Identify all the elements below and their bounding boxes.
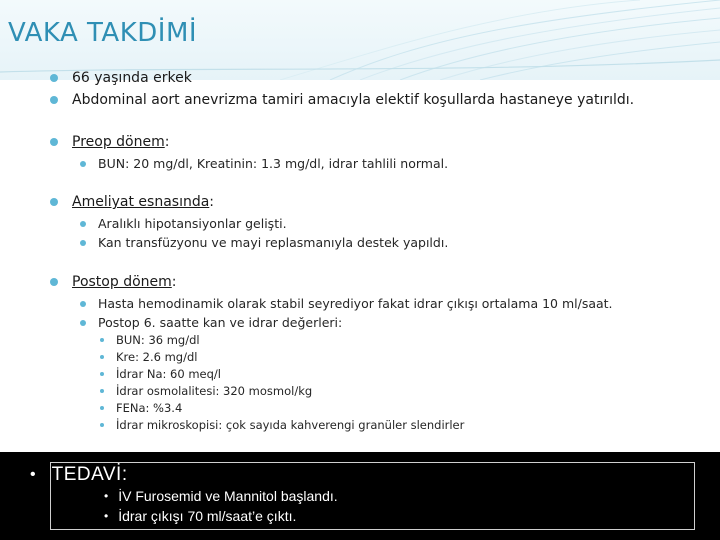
lab-value-item: İdrar osmolalitesi: 320 mosmol/kg xyxy=(100,384,312,398)
list-item: Aralıklı hipotansiyonlar gelişti. xyxy=(80,216,287,231)
bullet-icon xyxy=(50,138,58,146)
lab-value-item: BUN: 36 mg/dl xyxy=(100,333,200,347)
treatment-heading-row xyxy=(30,464,128,486)
bullet-icon xyxy=(50,278,58,286)
list-item: BUN: 20 mg/dl, Kreatinin: 1.3 mg/dl, idrar tahlili normal. xyxy=(80,156,448,171)
bullet-icon xyxy=(80,301,86,307)
bullet-icon xyxy=(100,406,104,410)
bullet-icon xyxy=(50,198,58,206)
header-band xyxy=(0,0,720,80)
lab-value-item: FENa: %3.4 xyxy=(100,401,182,415)
lab-value-item: Kre: 2.6 mg/dl xyxy=(100,350,197,364)
treatment-item: • İV Furosemid ve Mannitol başlandı. xyxy=(104,488,338,504)
bullet-icon xyxy=(50,96,58,104)
treatment-box xyxy=(0,452,720,540)
bullet-icon xyxy=(100,338,104,342)
preop-heading: Preop dönem xyxy=(72,134,165,150)
bullet-icon xyxy=(100,372,104,376)
ameliyat-heading: Ameliyat esnasında xyxy=(72,194,210,210)
bullet-icon xyxy=(80,221,86,227)
bullet-icon: • xyxy=(30,466,36,483)
treatment-item: • İdrar çıkışı 70 ml/saat’e çıktı. xyxy=(104,508,297,524)
page-title: VAKA TAKDİMİ xyxy=(8,18,198,48)
treatment-heading: TEDAVİ: xyxy=(51,464,128,485)
list-item: Postop 6. saatte kan ve idrar değerleri: xyxy=(80,315,342,330)
lab-value-item: İdrar Na: 60 meq/l xyxy=(100,367,221,381)
bullet-icon xyxy=(80,240,86,246)
list-item: 66 yaşında erkek xyxy=(50,70,192,86)
lab-value-item: İdrar mikroskopisi: çok sayıda kahverengi granüler slendirler xyxy=(100,418,464,432)
bullet-icon xyxy=(100,355,104,359)
bullet-icon xyxy=(100,389,104,393)
bullet-icon xyxy=(80,320,86,326)
postop-heading-row: Postop dönem: xyxy=(50,274,177,290)
bullet-icon xyxy=(100,423,104,427)
list-item: Kan transfüzyonu ve mayi replasmanıyla destek yapıldı. xyxy=(80,235,448,250)
list-item: Hasta hemodinamik olarak stabil seyrediyor fakat idrar çıkışı ortalama 10 ml/saat. xyxy=(80,296,613,311)
ameliyat-heading-row: Ameliyat esnasında: xyxy=(50,194,214,210)
bullet-icon: • xyxy=(104,509,109,523)
postop-heading: Postop dönem xyxy=(72,274,172,290)
list-item: Abdominal aort anevrizma tamiri amacıyla elektif koşullarda hastaneye yatırıldı. xyxy=(50,92,634,108)
bullet-icon xyxy=(80,161,86,167)
bullet-icon: • xyxy=(104,489,109,503)
bullet-icon xyxy=(50,74,58,82)
preop-heading-row: Preop dönem: xyxy=(50,134,169,150)
